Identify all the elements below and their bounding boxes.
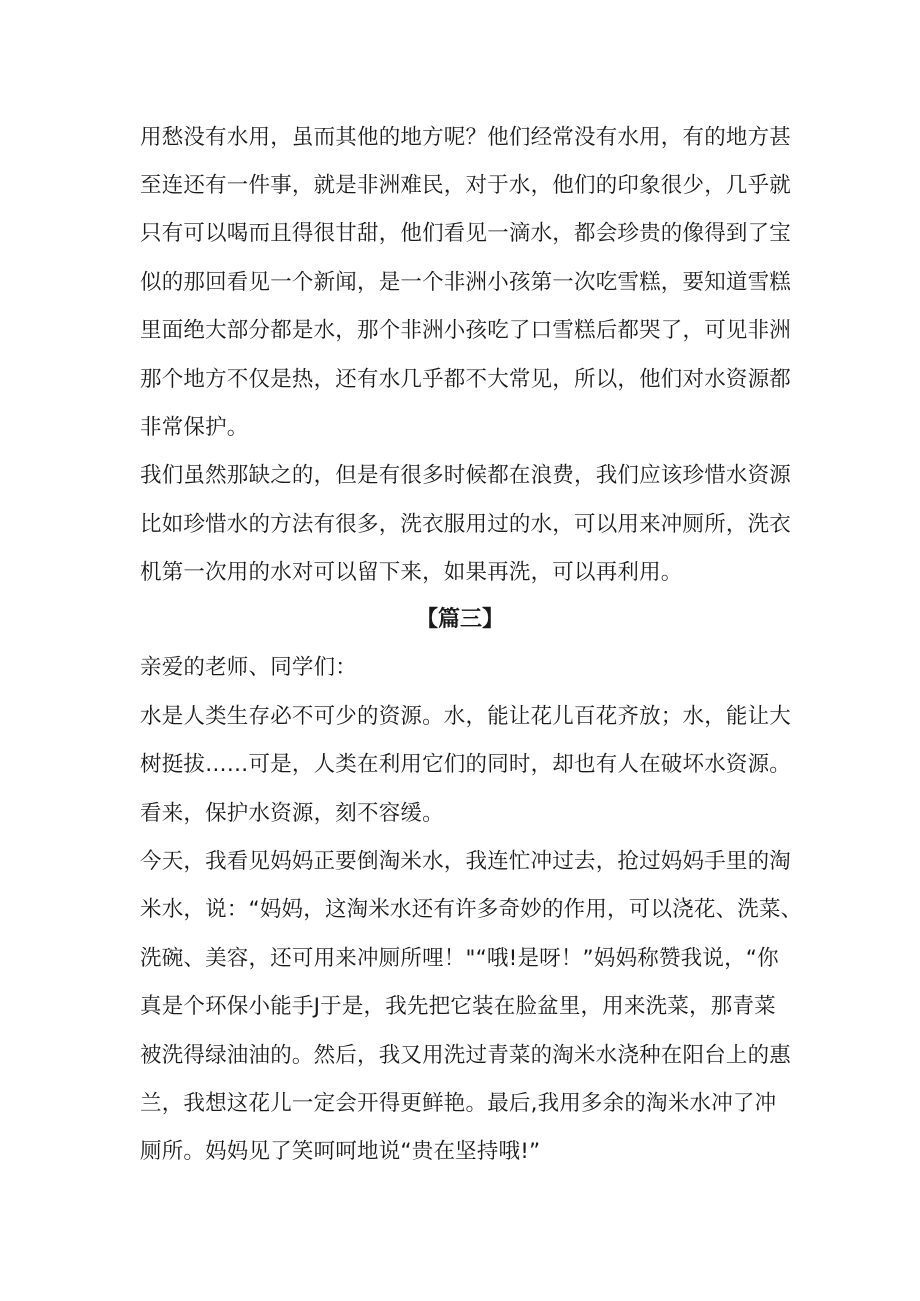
paragraph-line: 水是人类生存必不可少的资源。水，能让花儿百花齐放；水，能让大 bbox=[140, 704, 792, 729]
paragraph-line: 兰，我想这花儿一定会开得更鲜艳。最后,我用多余的淘米水冲了冲 bbox=[140, 1091, 777, 1116]
paragraph-line: 树挺拔……可是，人类在利用它们的同时，却也有人在破坏水资源。 bbox=[140, 752, 792, 777]
paragraph-line: 非常保护。 bbox=[140, 415, 249, 440]
paragraph-line: 亲爱的老师、同学们： bbox=[140, 655, 358, 680]
paragraph-line: 机第一次用的水对可以留下来，如果再洗，可以再利用。 bbox=[140, 560, 683, 585]
paragraph-line: 只有可以喝而且得很甘甜，他们看见一滴水，都会珍贵的像得到了宝 bbox=[140, 221, 792, 246]
paragraph-line: 用愁没有水用，虽而其他的地方呢？他们经常没有水用，有的地方甚 bbox=[140, 125, 792, 150]
paragraph-line: 比如珍惜水的方法有很多，洗衣服用过的水，可以用来冲厕所，洗衣 bbox=[140, 512, 792, 537]
paragraph-line: 米水，说：“妈妈，这淘米水还有许多奇妙的作用，可以浇花、洗菜、 bbox=[140, 897, 803, 922]
paragraph-line: 被洗得绿油油的。然后，我又用洗过青菜的淘米水浇种在阳台上的惠 bbox=[140, 1043, 792, 1068]
paragraph-line: 真是个环保小能手J于是，我先把它装在脸盆里，用来洗菜，那青菜 bbox=[140, 994, 776, 1019]
paragraph-line: 洗碗、美容，还可用来冲厕所哩！"“哦!是呀！”妈妈称赞我说，“你 bbox=[140, 946, 779, 971]
paragraph-line: 那个地方不仅是热，还有水几乎都不大常见，所以，他们对水资源都 bbox=[140, 367, 792, 392]
paragraph-line: 厕所。妈妈见了笑呵呵地说“贵在坚持哦!” bbox=[140, 1139, 541, 1164]
paragraph-line: 至连还有一件事，就是非洲难民，对于水，他们的印象很少，几乎就 bbox=[140, 173, 792, 198]
paragraph-line: 今天，我看见妈妈正要倒淘米水，我连忙冲过去，抢过妈妈手里的淘 bbox=[140, 849, 792, 874]
paragraph-line: 我们虽然那缺之的，但是有很多时候都在浪费，我们应该珍惜水资源 bbox=[140, 463, 792, 488]
paragraph-line: 里面绝大部分都是水，那个非洲小孩吃了口雪糕后都哭了，可见非洲 bbox=[140, 318, 792, 343]
paragraph-line: 似的那回看见一个新闻，是一个非洲小孩第一次吃雪糕，要知道雪糕 bbox=[140, 270, 792, 295]
section-heading: 【篇三】 bbox=[415, 607, 504, 632]
paragraph-line: 看来，保护水资源，刻不容缓。 bbox=[140, 801, 444, 826]
